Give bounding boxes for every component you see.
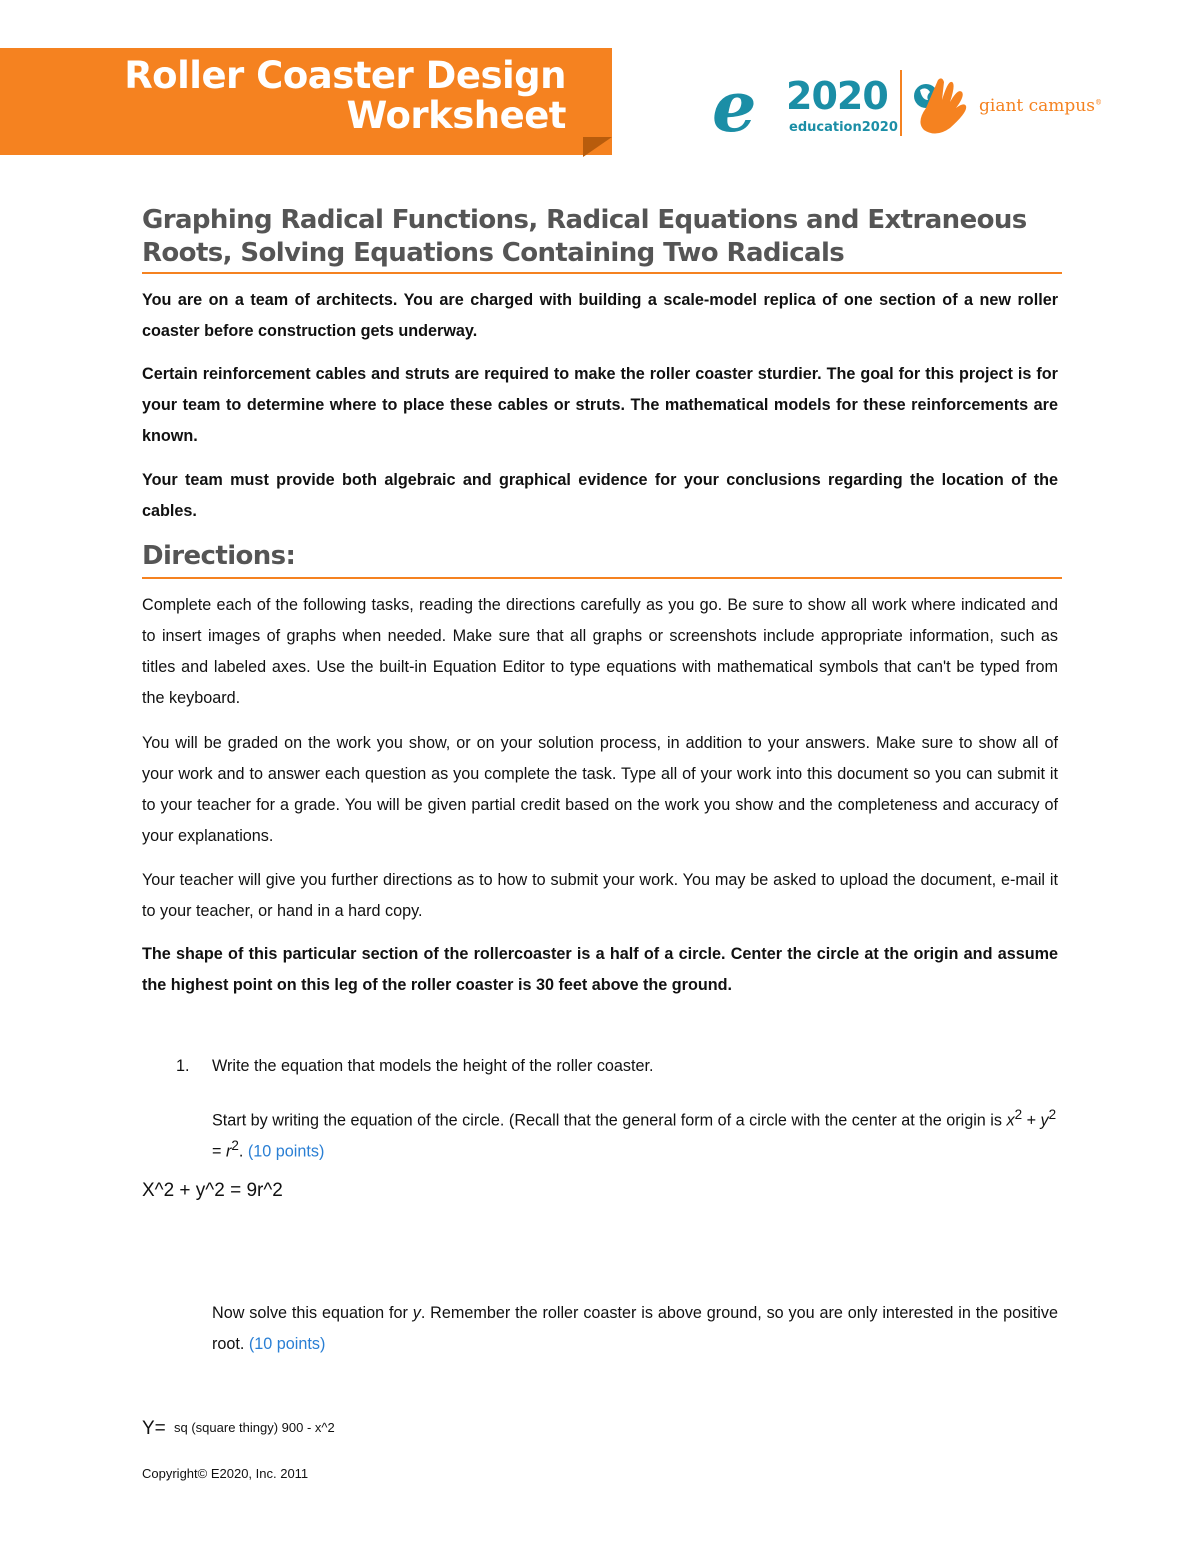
part-b-text: Now solve this equation for: [212, 1304, 408, 1322]
part-a-points: (10 points): [247, 1142, 325, 1161]
part-b-instructions: [212, 1298, 1058, 1360]
scenario-paragraph: The shape of this particular section of the rollercoaster is a half of a circle. Center the circle at the origin and assume the highest point on this leg of the roller coaster is 30 feet above the ground.: [142, 945, 1058, 994]
directions-paragraph-1: Complete each of the following tasks, reading the directions carefully as you go. Be sure to show all work where indicated and to insert images of graphs when needed. Make sure that all graphs or screenshots include appropriate information, such as titles and labeled axes. Use the built-in Equation Editor to type equations with mathematical symbols that can't be typed from the keyboard.: [142, 596, 1058, 707]
directions-heading: Directions:: [142, 541, 296, 571]
question-prompt: Write the equation that models the height of the roller coaster.: [212, 1057, 654, 1075]
globe-hand-icon: [908, 74, 978, 140]
sup-r: 2: [231, 1138, 239, 1154]
copyright: Copyright© E2020, Inc. 2011: [142, 1466, 309, 1481]
part-b-rest: . Remember the roller coaster is above ground, so you are only interested in the positive root.: [212, 1304, 1058, 1353]
directions-rule: [142, 577, 1062, 579]
sup-y: 2: [1048, 1107, 1057, 1122]
logo-giant-campus: [979, 96, 1102, 116]
part-b-points: (10 points): [248, 1335, 326, 1353]
var-y-b: y: [412, 1304, 421, 1322]
worksheet-title-line1: Roller Coaster Design: [124, 54, 566, 97]
var-y: y: [1040, 1111, 1049, 1130]
worksheet-title: [20, 56, 580, 136]
part-a-text: Start by writing the equation of the circle. (Recall that the general form of a circle with the center at the origin is: [212, 1111, 1002, 1130]
worksheet-title-line2: Worksheet: [346, 94, 566, 137]
e2020-giant-campus-logo: [712, 64, 1112, 148]
directions-paragraph-2: You will be graded on the work you show, or on your solution process, in addition to your answers. Make sure to show all of your work and to answer each question as you complete the task. Type all of your work into this document so you can submit it to your teacher for a grade. You will be given partial credit based on the work you show and the completeness and accuracy of your explanations.: [142, 734, 1058, 845]
logo-registered-mark: ®: [1094, 98, 1102, 107]
intro-paragraph-1: You are on a team of architects. You are charged with building a scale-model replica of one section of a new roller coaster before construction gets underway.: [142, 291, 1058, 340]
intro-paragraph-2: Certain reinforcement cables and struts are required to make the roller coaster sturdier. The goal for this project is for your team to determine where to place these cables or struts. The mathematical models for these reinforcements are known.: [142, 365, 1058, 445]
logo-education2020: education2020: [789, 120, 898, 135]
intro-paragraph-3: Your team must provide both algebraic and graphical evidence for your conclusions regarding the location of the cables.: [142, 471, 1058, 520]
logo-2020: 2020: [786, 74, 888, 118]
var-r: r: [225, 1142, 232, 1161]
logo-divider: [900, 70, 902, 136]
sup-x: 2: [1014, 1107, 1023, 1122]
part-a-instructions: Start by writing the equation of the circle. (Recall that the general form of a circle with the center at the origin is $x^2 + y^2 = r^2$. (10 points): [212, 1107, 1057, 1161]
logo-giant-campus-text: giant campus: [979, 96, 1095, 116]
directions-paragraph-3: Your teacher will give you further directions as to how to submit your work. You may be asked to upload the document, e-mail it to your teacher, or hand in a hard copy.: [142, 871, 1058, 920]
page-title: Graphing Radical Functions, Radical Equations and Extraneous Roots, Solving Equations Containing Two Radicals: [142, 205, 1027, 268]
answer-b[interactable]: sq (square thingy) 900 - x^2: [174, 1420, 335, 1435]
answer-b-label: Y=: [142, 1418, 166, 1439]
question-number: 1.: [176, 1057, 190, 1075]
logo-e-mark: e: [712, 65, 757, 148]
title-rule: [142, 272, 1062, 274]
answer-a[interactable]: X^2 + y^2 = 9r^2: [142, 1180, 283, 1201]
var-x: x: [1006, 1111, 1015, 1130]
